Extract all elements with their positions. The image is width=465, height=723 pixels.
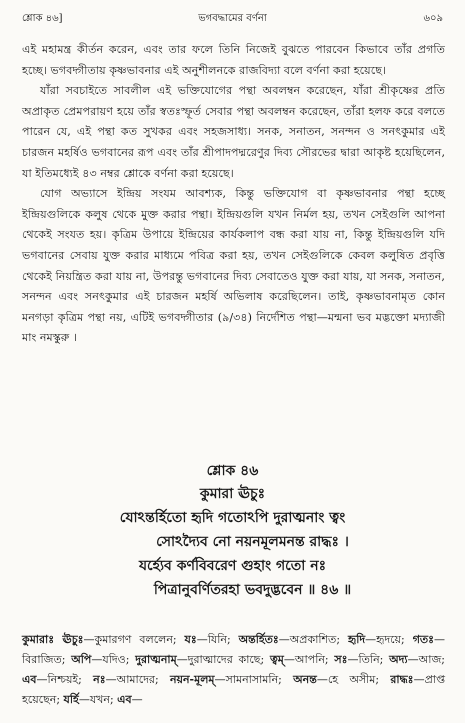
page-number: ৬০৯ xyxy=(423,13,443,24)
synonym-term: কুমারাঃ ঊচুঃ xyxy=(22,633,84,646)
synonym-term: সঃ xyxy=(334,653,348,666)
synonym-meaning: আপনি xyxy=(294,653,325,666)
synonym-meaning: যখন xyxy=(89,693,110,706)
synonym-term: গতঃ xyxy=(412,633,435,646)
synonym-term: দুরাত্মনাম্ xyxy=(135,653,177,666)
synonym-meaning: আমাদের xyxy=(116,673,155,686)
synonym-meaning: তিনি xyxy=(358,653,380,666)
synonym-term: নয়ন-মূলম্ xyxy=(169,673,215,686)
paragraph: যোগ অভ্যাসে ইন্দ্রিয় সংযম আবশ্যক, কিন্তু ভক্তিযোগ বা কৃষ্ণভাবনার পন্থা হচ্ছে ইন্দ্রিয়গুলিকে কলুষ থেকে মুক্ত করার পন্থা। ইন্দ্রিয়গুলি যখন নির্মল হয়, তখন সেইগুলি আপনা থেকেই সংযত হয়। কৃত্রিম উপায়ে ইন্দ্রিয়ের কার্যকলাপ বন্ধ করা যায় না, কিন্তু ইন্দ্রিয়গুলি যদি ভগবানের সেবায় যুক্ত করার মাধ্যমে পবিত্র করা হয়, তখন সেইগুলিকে কেবল কলুষিত প্রবৃত্তি থেকেই নিয়ন্ত্রিত করা যায় না, উপরন্তু ভগবানের দিব্য সেবাতেও যুক্ত করা যায়, যা সনক, সনাতন, সনন্দন এবং সনৎকুমার এই চারজন মহর্ষি অভিলাষ করেছিলেন। তাই, কৃষ্ণভাবনামৃত কোন মনগড়া কৃত্রিম পন্থা নয়, এটিই ভগবদ্গীতার (৯/৩৪) নির্দেশিত পন্থা—মন্মনা ভব মদ্ভক্তো মদ্যাজী মাং নমস্কুরু । xyxy=(22,187,445,345)
synonym-term: অন্তর্হিতঃ xyxy=(238,633,279,646)
synonym-meaning: নিশ্চয়ই xyxy=(47,673,79,686)
verse-heading: শ্লোক ৪৬ xyxy=(206,463,259,479)
header-verse-ref: শ্লোক ৪৬] xyxy=(22,13,63,24)
synonym-term: এব xyxy=(22,673,37,686)
synonym-meaning: প্রাপ্ত হয়েছেন xyxy=(22,673,446,706)
synonym-term: যঃ xyxy=(184,633,197,646)
synonym-meaning: যদিও xyxy=(102,653,126,666)
paragraph: এই মহামন্ত্র কীর্তন করেন, এবং তার ফলে তিনি নিজেই বুঝতে পারবেন কিভাবে তাঁর প্রগতি হচ্ছে। ভগবদ্গীতায় কৃষ্ণভাবনার এই অনুশীলনকে রাজবিদ্যা বলে বর্ণনা করা হয়েছে। xyxy=(22,43,445,77)
synonym-term: হৃদি xyxy=(347,633,366,646)
synonym-meaning: হৃদয়ে xyxy=(376,633,402,646)
verse-speaker: কুমারা ঊচুঃ xyxy=(199,486,266,502)
paragraph: যাঁরা সবচাইতে সাবলীল এই ভক্তিযোগের পন্থা অবলম্বন করেছেন, যাঁরা শ্রীকৃষ্ণের প্রতি অপ্রাকৃত প্রেমপরায়ণ হয়ে তাঁর স্বতঃস্ফূর্ত সেবার পন্থা অবলম্বন করেছেন, তাঁরা হলফ করে বলতে পারেন যে, এই পন্থা কত সুখকর এবং সহজসাধ্য। সনক, সনাতন, সনন্দন ও সনৎকুমার এই চারজন মহর্ষিও ভগবানের রূপ এবং তাঁর শ্রীপাদপদ্মরেণুর দিব্য সৌরভের দ্বারা আকৃষ্ট হয়েছিলেন, যা ইতিমধ্যেই ৪৩ নম্বর শ্লোকে বর্ণনা করা হয়েছে। xyxy=(22,84,445,180)
synonym-term: অনন্ত xyxy=(293,673,317,686)
verse-line: যর্হ্যেব কর্ণবিবরেণ গুহাং গতো নঃ xyxy=(138,558,327,574)
synonym-meaning: যিনি xyxy=(207,633,227,646)
verse-block xyxy=(22,460,443,602)
synonym-term: ত্বম্ xyxy=(269,653,284,666)
word-synonyms: কুমারাঃ ঊচুঃ—কুমারগণ বললেন; যঃ—যিনি; অন্তর্হিতঃ—অপ্রকাশিত; হৃদি—হৃদয়ে; গতঃ—বিরাজিত; অপি—যদিও; দুরাত্মনাম্—দুরাত্মাদের কাছে; ত্বম্—আপনি; সঃ—তিনি; অদ্য—আজ; এব—নিশ্চয়ই; নঃ—আমাদের; নয়ন-মূলম্—সামনাসামনি; অনন্ত—হে অসীম; রাদ্ধঃ—প্রাপ্ত হয়েছেন; যর্হি—যখন; এব— xyxy=(22,633,446,706)
synonym-meaning: কুমারগণ বললেন xyxy=(94,633,173,646)
synonym-term: নঃ xyxy=(93,673,106,686)
running-header xyxy=(22,12,443,26)
synonym-term: অপি xyxy=(71,653,92,666)
synonym-meaning: দুরাত্মাদের কাছে xyxy=(187,653,261,666)
synonym-term: এব xyxy=(117,693,132,706)
synonym-term: রাদ্ধঃ xyxy=(390,673,414,686)
synonym-meaning: অপ্রকাশিত xyxy=(289,633,337,646)
synonym-term: যর্হি xyxy=(63,693,79,706)
header-chapter-title: ভগবদ্ধামের বর্ণনা xyxy=(198,13,267,24)
verse-line: যোঽন্তর্হিতো হৃদি গতোঽপি দুরাত্মনাং ত্বং xyxy=(119,510,346,526)
synonym-meaning: সামনাসামনি xyxy=(225,673,279,686)
synonym-meaning: আজ xyxy=(418,653,442,666)
synonym-meaning: হে অসীম xyxy=(327,673,376,686)
synonym-term: অদ্য xyxy=(389,653,408,666)
verse-line: সোঽদ্যৈব নো নয়নমূলমনন্ত রাদ্ধঃ । xyxy=(156,534,349,550)
synonym-meaning: বিরাজিত xyxy=(22,653,62,666)
purport-text xyxy=(22,40,445,349)
verse-line: পিত্রানুবর্ণিতরহা ভবদুদ্ভবেন ॥ ৪৬ ॥ xyxy=(153,582,352,598)
